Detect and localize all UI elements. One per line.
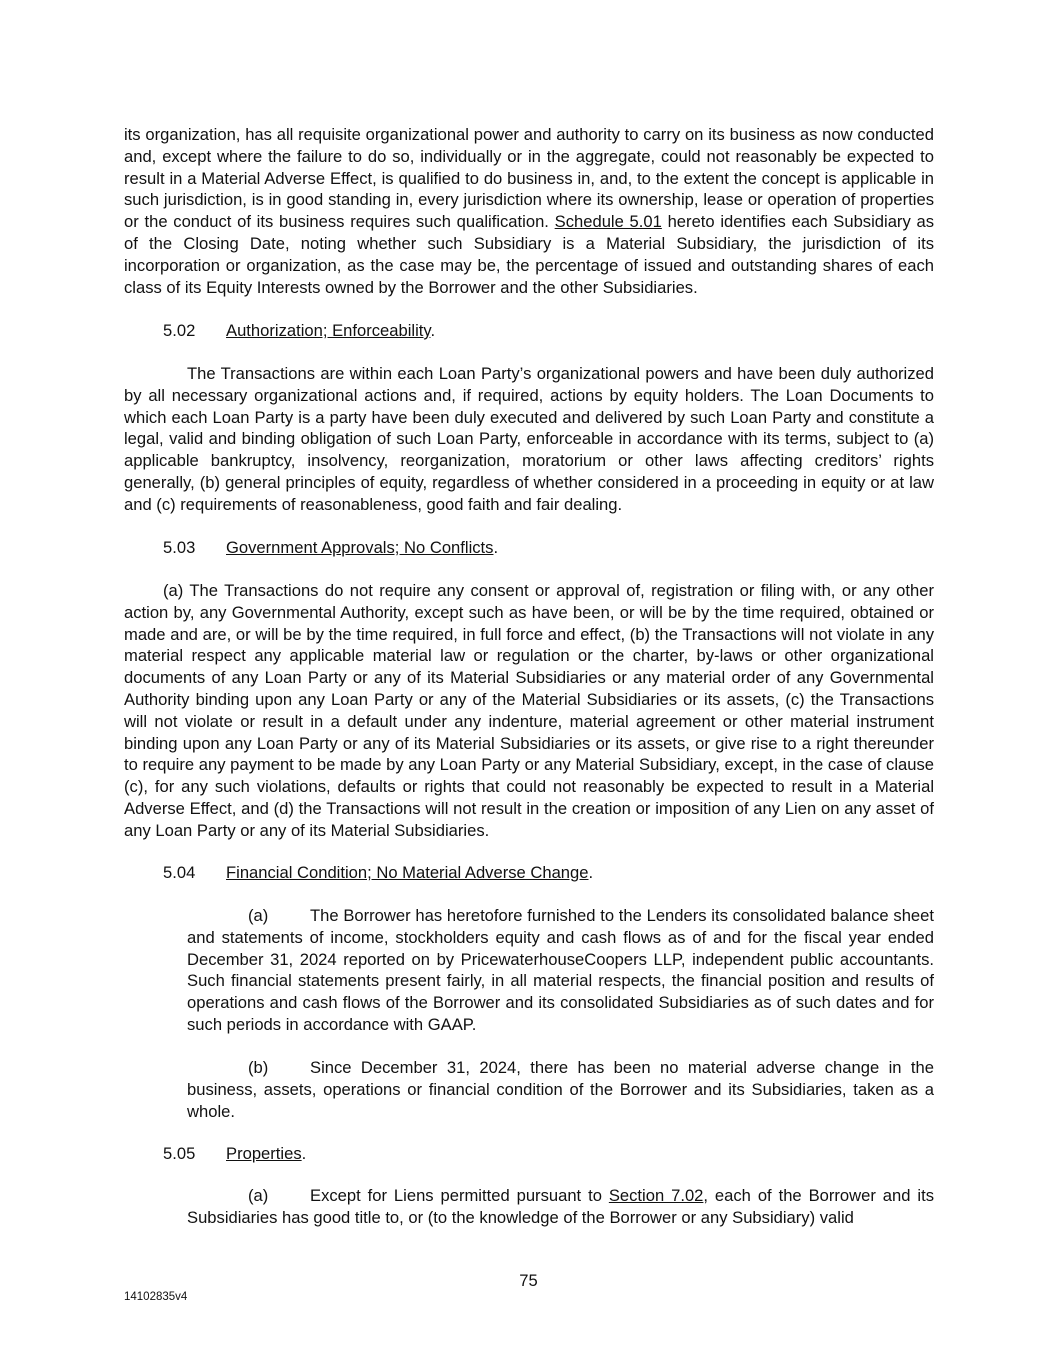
section-heading-5-04: 5.04 Financial Condition; No Material Adverse Change.	[163, 863, 594, 882]
clause-text-2: , each of the Borrower and its Subsidiaries has good title to, or (to the knowledge of the Borrower or any Subsidiary) valid	[187, 1186, 934, 1227]
clause-label: (a)	[248, 906, 269, 925]
section-5-04-b	[187, 1057, 934, 1122]
section-number: 5.03	[163, 538, 196, 557]
intro-paragraph	[124, 124, 934, 298]
section-title: Government Approvals; No Conflicts	[226, 538, 494, 557]
clause-label: (b)	[248, 1058, 269, 1077]
section-5-04-a	[187, 905, 934, 1036]
section-heading-5-02: 5.02 Authorization; Enforceability.	[163, 321, 436, 340]
section-number: 5.02	[163, 321, 196, 340]
section-title: Financial Condition; No Material Adverse Change	[226, 863, 589, 882]
section-heading-5-05: 5.05 Properties.	[163, 1144, 307, 1163]
page-number: 75	[519, 1271, 538, 1290]
section-number: 5.04	[163, 863, 196, 882]
section-heading-5-03: 5.03 Government Approvals; No Conflicts.	[163, 538, 499, 557]
clause-text: The Borrower has heretofore furnished to the Lenders its consolidated balance sheet and statements of income, stockholders equity and cash flows as of and for the fiscal year ended December 31, 2024 reported on by PricewaterhouseCoopers LLP, independent public accountants. Such financial statements present fairly, in all material respects, the financial position and results of operations and cash flows of the Borrower and its consolidated Subsidiaries as of such dates and for such periods in accordance with GAAP.	[187, 906, 934, 1034]
section-5-02-body: The Transactions are within each Loan Party’s organizational powers and have been duly authorized by all necessary organizational actions and, if required, actions by equity holders. The Loan Documents to which each Loan Party is a party have been duly executed and delivered by such Loan Party and constitute a legal, valid and binding obligation of such Loan Party, enforceable in accordance with its terms, subject to (a) applicable bankruptcy, insolvency, reorganization, moratorium or other laws affecting creditors’ rights generally, (b) general principles of equity, regardless of whether considered in a proceeding in equity or at law and (c) requirements of reasonableness, good faith and fair dealing.	[124, 364, 934, 514]
section-title: Properties	[226, 1144, 302, 1163]
schedule-reference: Schedule 5.01	[554, 212, 662, 232]
section-5-03-body: (a) The Transactions do not require any consent or approval of, registration or filing with, or any other action by, any Governmental Authority, except such as have been, or will be by the time required, obtained or made and are, or will be by the time required, in full force and effect, (b) the Transactions will not violate in any material respect any applicable material law or regulation or the charter, by-laws or other organizational documents of any Loan Party or any of its Material Subsidiaries or any material order of any Governmental Authority binding upon any Loan Party or any of the Material Subsidiaries or its assets, (c) the Transactions will not violate or result in a default under any indenture, material agreement or other material instrument binding upon any Loan Party or any of its Material Subsidiaries or its assets, or give rise to a right thereunder to require any payment to be made by any Loan Party or any Material Subsidiary, except, in the case of clause (c), for any such violations, defaults or rights that could not reasonably be expected to result in a Material Adverse Effect, and (d) the Transactions will not result in the creation or imposition of any Lien on any asset of any Loan Party or any of its Material Subsidiaries.	[124, 581, 934, 840]
intro-text-1: its organization, has all requisite organizational power and authority to carry on its business as now conducted and, except where the failure to do so, individually or in the aggregate, could not reasonably be expected to result in a Material Adverse Effect, is qualified to do business in, and, to the extent the concept is applicable in such jurisdiction, is in good standing in, every jurisdiction where its ownership, lease or operation of properties or the conduct of its business requires such qualification.	[124, 125, 934, 232]
section-number: 5.05	[163, 1144, 196, 1163]
intro-text-2: hereto identifies each Subsidiary as of the Closing Date, noting whether such Subsidiary is a Material Subsidiary, the jurisdiction of its incorporation or organization, as the case may be, the percentage of issued and outstanding shares of each class of its Equity Interests owned by the Borrower and the other Subsidiaries.	[124, 212, 935, 297]
clause-text: Since December 31, 2024, there has been no material adverse change in the business, assets, operations or financial condition of the Borrower and its Subsidiaries, taken as a whole.	[187, 1058, 934, 1121]
clause-text-1: Except for Liens permitted pursuant to	[310, 1186, 609, 1205]
section-reference: Section 7.02	[608, 1186, 704, 1205]
document-id: 14102835v4	[124, 1291, 188, 1303]
clause-label: (a)	[248, 1186, 269, 1205]
section-title: Authorization; Enforceability	[226, 321, 431, 340]
section-5-05-a	[187, 1185, 934, 1229]
